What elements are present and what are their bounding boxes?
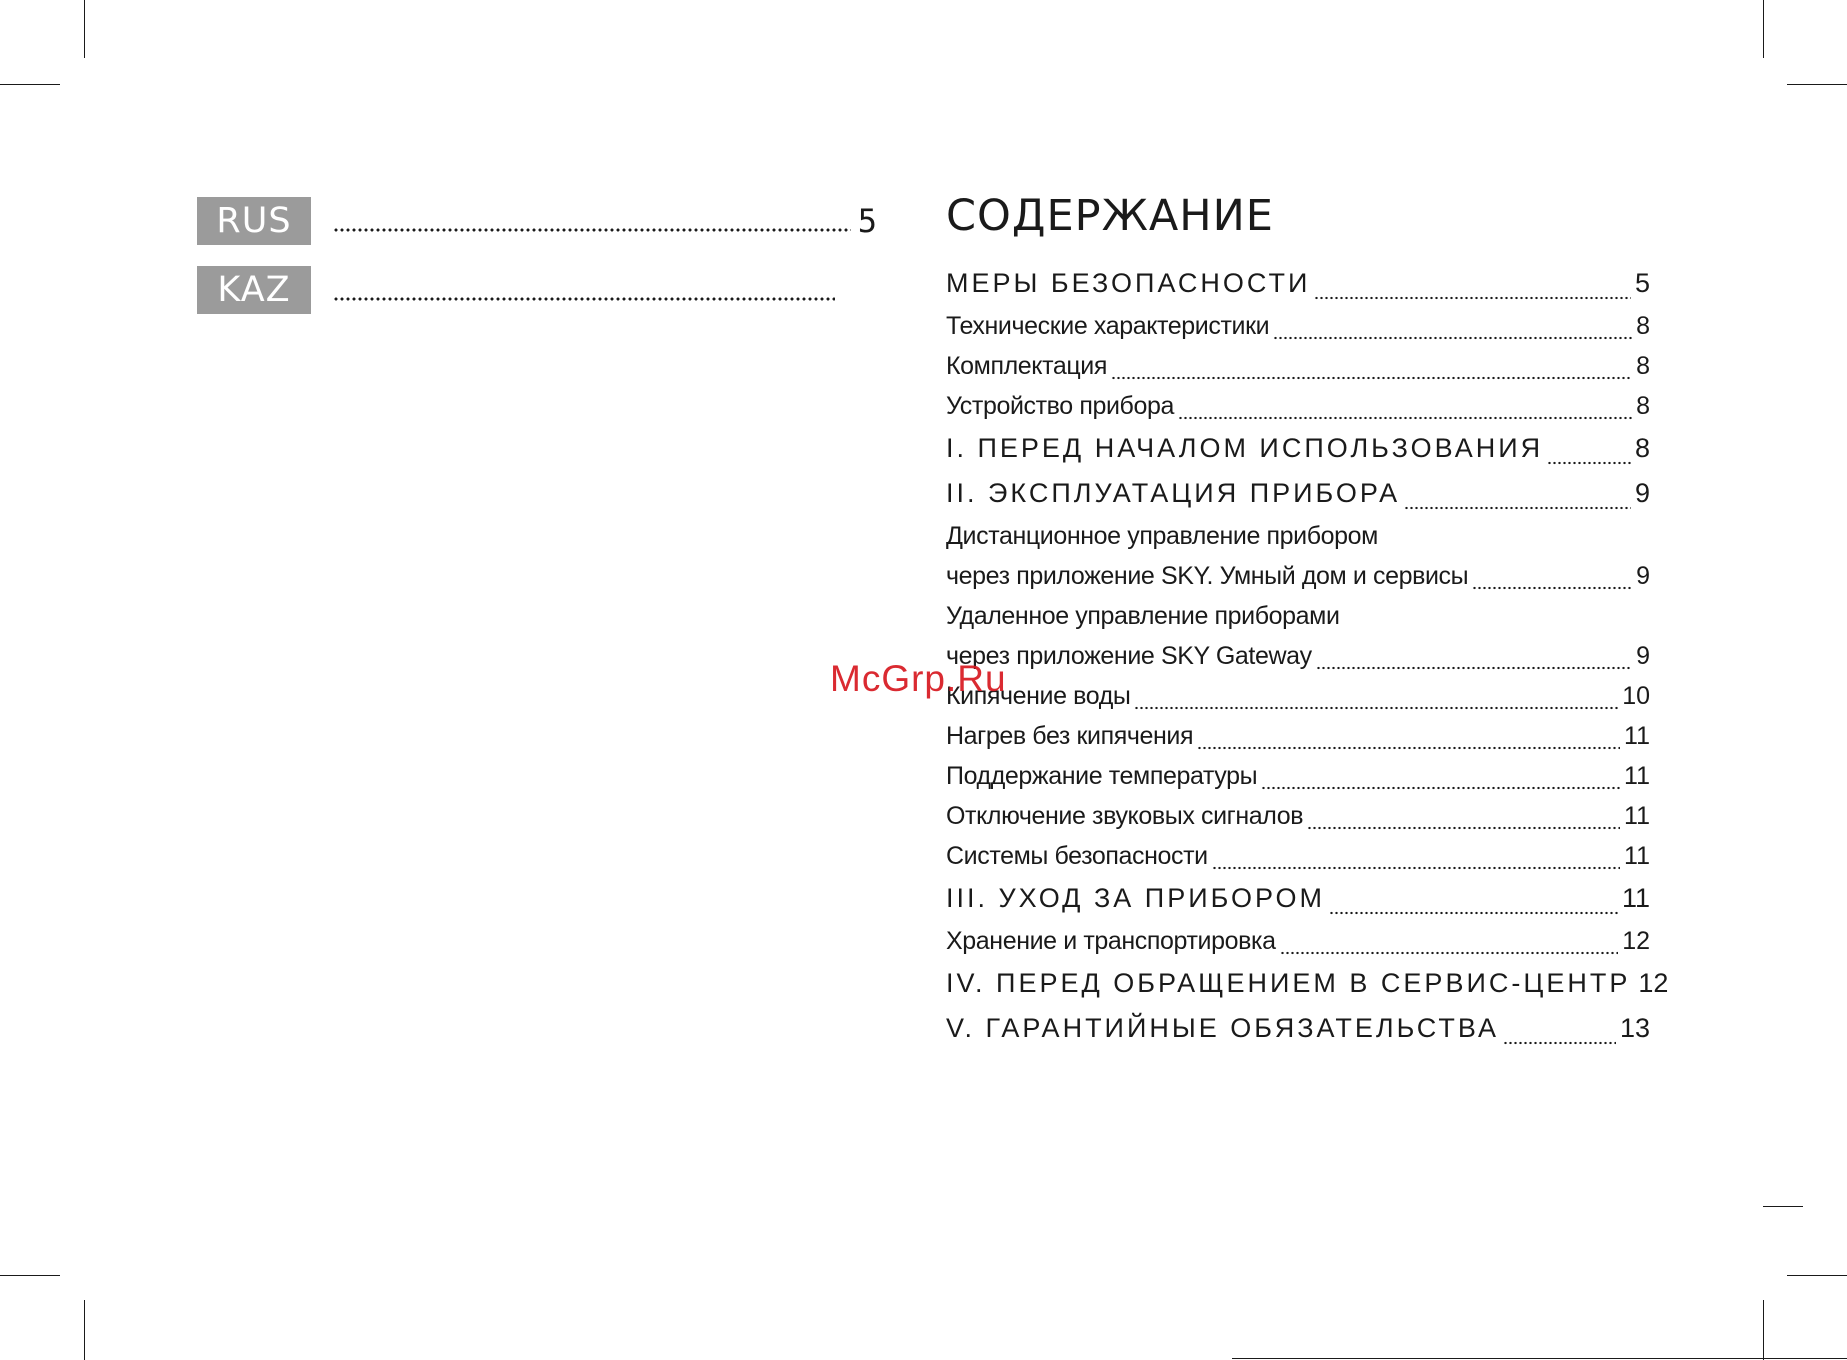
crop-mark	[0, 1275, 60, 1276]
dot-leader	[333, 228, 851, 232]
dot-leader	[1197, 746, 1620, 750]
dot-leader	[1178, 416, 1632, 420]
toc-entry-text: III. УХОД ЗА ПРИБОРОМ	[946, 883, 1325, 913]
table-of-contents	[946, 191, 1669, 1051]
toc-entry	[946, 471, 1650, 516]
toc-entry-text: Комплектация	[946, 352, 1107, 380]
toc-entry-text: МЕРЫ БЕЗОПАСНОСТИ	[946, 268, 1311, 298]
toc-page-number: 11	[1621, 883, 1650, 913]
toc-page-number: 11	[1624, 722, 1650, 750]
crop-mark	[1787, 84, 1847, 85]
toc-entry-text: Дистанционное управление прибором	[946, 522, 1378, 550]
toc-page-number: 8	[1636, 352, 1650, 380]
crop-mark	[1232, 1358, 1847, 1359]
toc-page-number: 13	[1619, 1013, 1650, 1043]
toc-page-number: 9	[1636, 562, 1650, 590]
toc-entry-text: через приложение SKY Gateway	[946, 642, 1312, 670]
toc-entry	[946, 426, 1650, 471]
crop-mark	[0, 84, 60, 85]
crop-mark	[1763, 1300, 1764, 1360]
dot-leader	[1280, 951, 1619, 955]
toc-page-number: 8	[1636, 312, 1650, 340]
dot-leader	[333, 297, 835, 301]
dot-leader	[1261, 786, 1620, 790]
dot-leader	[1316, 666, 1632, 670]
toc-entry	[946, 796, 1650, 836]
dot-leader	[1314, 296, 1631, 300]
toc-page-number: 12	[1638, 968, 1669, 998]
toc-entry	[946, 756, 1650, 796]
toc-entry	[946, 386, 1650, 426]
toc-entry	[946, 556, 1650, 596]
lang-leader	[333, 202, 877, 240]
toc-entry	[946, 921, 1650, 961]
crop-mark	[1787, 1275, 1847, 1276]
toc-page-number: 9	[1636, 642, 1650, 670]
dot-leader	[1503, 1041, 1616, 1045]
dot-leader	[1212, 866, 1620, 870]
toc-entry	[946, 1006, 1650, 1051]
crop-mark	[1763, 1206, 1803, 1207]
toc-entry	[946, 836, 1650, 876]
lang-leader	[333, 275, 877, 305]
toc-page-number: 11	[1624, 842, 1650, 870]
dot-leader	[1472, 586, 1632, 590]
toc-entry-text: Нагрев без кипячения	[946, 722, 1194, 750]
dot-leader	[1111, 376, 1632, 380]
toc-entry-text: Хранение и транспортировка	[946, 927, 1276, 955]
toc-entry-text: Технические характеристики	[946, 312, 1270, 340]
dot-leader	[1329, 911, 1618, 915]
toc-entry-text: Поддержание температуры	[946, 762, 1258, 790]
lang-badge: RUS	[197, 197, 311, 245]
toc-page-number: 11	[1624, 802, 1650, 830]
lang-page-number: 5	[857, 202, 877, 240]
dot-leader	[1307, 826, 1620, 830]
toc-entry-text: Устройство прибора	[946, 392, 1174, 420]
toc-page-number: 12	[1622, 927, 1650, 955]
toc-entry	[946, 961, 1669, 1006]
toc-entry-text: Удаленное управление приборами	[946, 602, 1340, 630]
toc-page-number: 11	[1624, 762, 1650, 790]
lang-row-rus	[197, 197, 877, 245]
toc-entry-text: IV. ПЕРЕД ОБРАЩЕНИЕМ В СЕРВИС-ЦЕНТР	[946, 968, 1631, 998]
toc-page-number: 9	[1634, 478, 1650, 508]
toc-entry-text: V. ГАРАНТИЙНЫЕ ОБЯЗАТЕЛЬСТВА	[946, 1013, 1499, 1043]
dot-leader	[1547, 461, 1631, 465]
dot-leader	[1273, 336, 1632, 340]
toc-page-number: 8	[1634, 433, 1650, 463]
toc-entry	[946, 261, 1650, 306]
dot-leader	[1404, 506, 1631, 510]
toc-entry-text: I. ПЕРЕД НАЧАЛОМ ИСПОЛЬЗОВАНИЯ	[946, 433, 1544, 463]
toc-entry-text: Отключение звуковых сигналов	[946, 802, 1304, 830]
lang-row-kaz	[197, 266, 877, 314]
toc-entry	[946, 346, 1650, 386]
toc-entry	[946, 876, 1650, 921]
toc-entry	[946, 676, 1650, 716]
toc-page-number: 8	[1636, 392, 1650, 420]
lang-badge: KAZ	[197, 266, 311, 314]
toc-title: СОДЕРЖАНИЕ	[946, 191, 1274, 241]
crop-mark	[1763, 0, 1764, 58]
watermark: McGrp.Ru	[830, 658, 1007, 699]
toc-entry-text: через приложение SKY. Умный дом и сервисы	[946, 562, 1469, 590]
dot-leader	[1134, 706, 1618, 710]
toc-entry-text: Системы безопасности	[946, 842, 1208, 870]
toc-entry-text: Кипячение воды	[946, 682, 1131, 710]
toc-entry-text: II. ЭКСПЛУАТАЦИЯ ПРИБОРА	[946, 478, 1401, 508]
toc-entry	[946, 306, 1650, 346]
toc-entry	[946, 716, 1650, 756]
crop-mark	[84, 0, 85, 58]
toc-entry	[946, 636, 1650, 676]
toc-page-number: 10	[1622, 682, 1650, 710]
toc-page-number: 5	[1634, 268, 1650, 298]
crop-mark	[84, 1300, 85, 1360]
